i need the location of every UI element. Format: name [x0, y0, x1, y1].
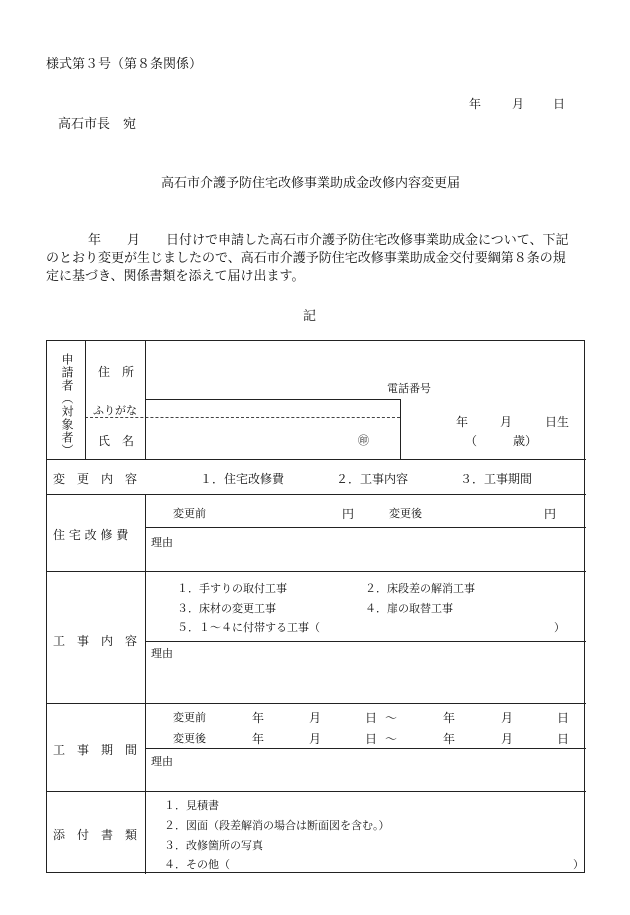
applicant-section-label: 申請者（対象者）	[60, 353, 74, 457]
period-before-label: 変更前	[173, 711, 206, 724]
work-item-1: １．手すりの取付工事	[177, 582, 287, 595]
attachment-item-3: ３．改修箇所の写真	[164, 839, 263, 852]
period-before-month: 月	[309, 711, 322, 725]
document-title: 高石市介護予防住宅改修事業助成金改修内容変更届	[161, 176, 461, 191]
row-divider	[145, 748, 586, 749]
period-after-label: 変更後	[173, 732, 206, 745]
row-divider	[47, 494, 586, 495]
col-divider	[145, 494, 146, 874]
change-option-cost: １．住宅改修費	[200, 472, 285, 486]
cost-after-label: 変更後	[389, 507, 422, 520]
body-line-1: 年 月 日付けで申請した高石市介護予防住宅改修事業助成金について、下記	[88, 233, 569, 248]
work-item-4: ４．扉の取替工事	[365, 602, 453, 615]
row-divider	[145, 641, 586, 642]
col-divider	[85, 341, 86, 459]
cost-before-label: 変更前	[173, 507, 206, 520]
col-divider	[145, 341, 146, 459]
name-label: 氏 名	[98, 434, 135, 448]
ki-label: 記	[303, 309, 317, 324]
work-item-3: ３．床材の変更工事	[177, 602, 276, 615]
period-before-year: 年	[252, 711, 265, 725]
change-option-period: ３．工事期間	[460, 472, 533, 486]
cost-label: 住 宅 改 修 費	[53, 528, 129, 542]
seal-mark: ㊞	[358, 434, 369, 447]
attachments-label: 添 付 書 類	[53, 828, 138, 842]
phone-label: 電話番号	[387, 382, 431, 395]
change-option-work: ２．工事内容	[336, 472, 409, 486]
birth-month-label: 月	[500, 415, 513, 429]
cost-before-unit: 円	[342, 507, 355, 521]
period-before-end-year: 年	[443, 711, 456, 725]
period-reason-label: 理由	[151, 755, 173, 768]
period-after-tilde: ～	[385, 732, 398, 746]
attachment-item-1: １．見積書	[164, 799, 219, 812]
row-divider	[145, 527, 586, 528]
period-before-end-month: 月	[501, 711, 514, 725]
period-after-month: 月	[309, 732, 322, 746]
row-divider	[47, 459, 586, 460]
birth-day-label: 日生	[545, 415, 570, 429]
date-year-label: 年	[469, 97, 482, 111]
attachment-item-4-close: ）	[573, 858, 584, 871]
col-divider	[400, 399, 401, 459]
row-divider	[47, 791, 586, 792]
body-line-3: 定に基づき、関係書類を添えて届け出ます。	[46, 269, 305, 284]
cost-after-unit: 円	[544, 507, 557, 521]
form-number: 様式第３号（第８条関係）	[46, 57, 203, 72]
date-month-label: 月	[512, 97, 525, 111]
period-after-end-day: 日	[557, 732, 570, 746]
body-line-2: のとおり変更が生じましたので、高石市介護予防住宅改修事業助成金交付要綱第８条の規	[46, 251, 566, 266]
row-divider	[47, 571, 586, 572]
work-label: 工 事 内 容	[53, 634, 138, 648]
period-before-end-day: 日	[557, 711, 570, 725]
period-after-end-month: 月	[501, 732, 514, 746]
address-label: 住 所	[98, 365, 135, 379]
period-after-day: 日	[365, 732, 378, 746]
attachment-item-4: ４．その他（	[164, 858, 230, 871]
row-divider	[145, 399, 400, 400]
work-reason-label: 理由	[151, 647, 173, 660]
form-table	[46, 340, 585, 873]
work-item-5-close: ）	[554, 621, 565, 634]
work-item-2: ２．床段差の解消工事	[365, 582, 475, 595]
cost-reason-label: 理由	[151, 536, 173, 549]
period-label: 工 事 期 間	[53, 743, 138, 757]
birth-year-label: 年	[456, 415, 469, 429]
period-before-tilde: ～	[385, 711, 398, 725]
date-day-label: 日	[553, 97, 566, 111]
period-after-year: 年	[252, 732, 265, 746]
period-after-end-year: 年	[443, 732, 456, 746]
work-item-5: ５．１～４に付帯する工事（	[177, 621, 320, 634]
addressee: 高石市長 宛	[58, 117, 137, 132]
change-content-label: 変 更 内 容	[53, 472, 138, 486]
period-before-day: 日	[365, 711, 378, 725]
furigana-label: ふりがな	[93, 404, 137, 417]
attachment-item-2: ２．図面（段差解消の場合は断面図を含む。）	[164, 819, 390, 832]
age-label: （ 歳）	[465, 434, 538, 448]
row-divider	[47, 703, 586, 704]
